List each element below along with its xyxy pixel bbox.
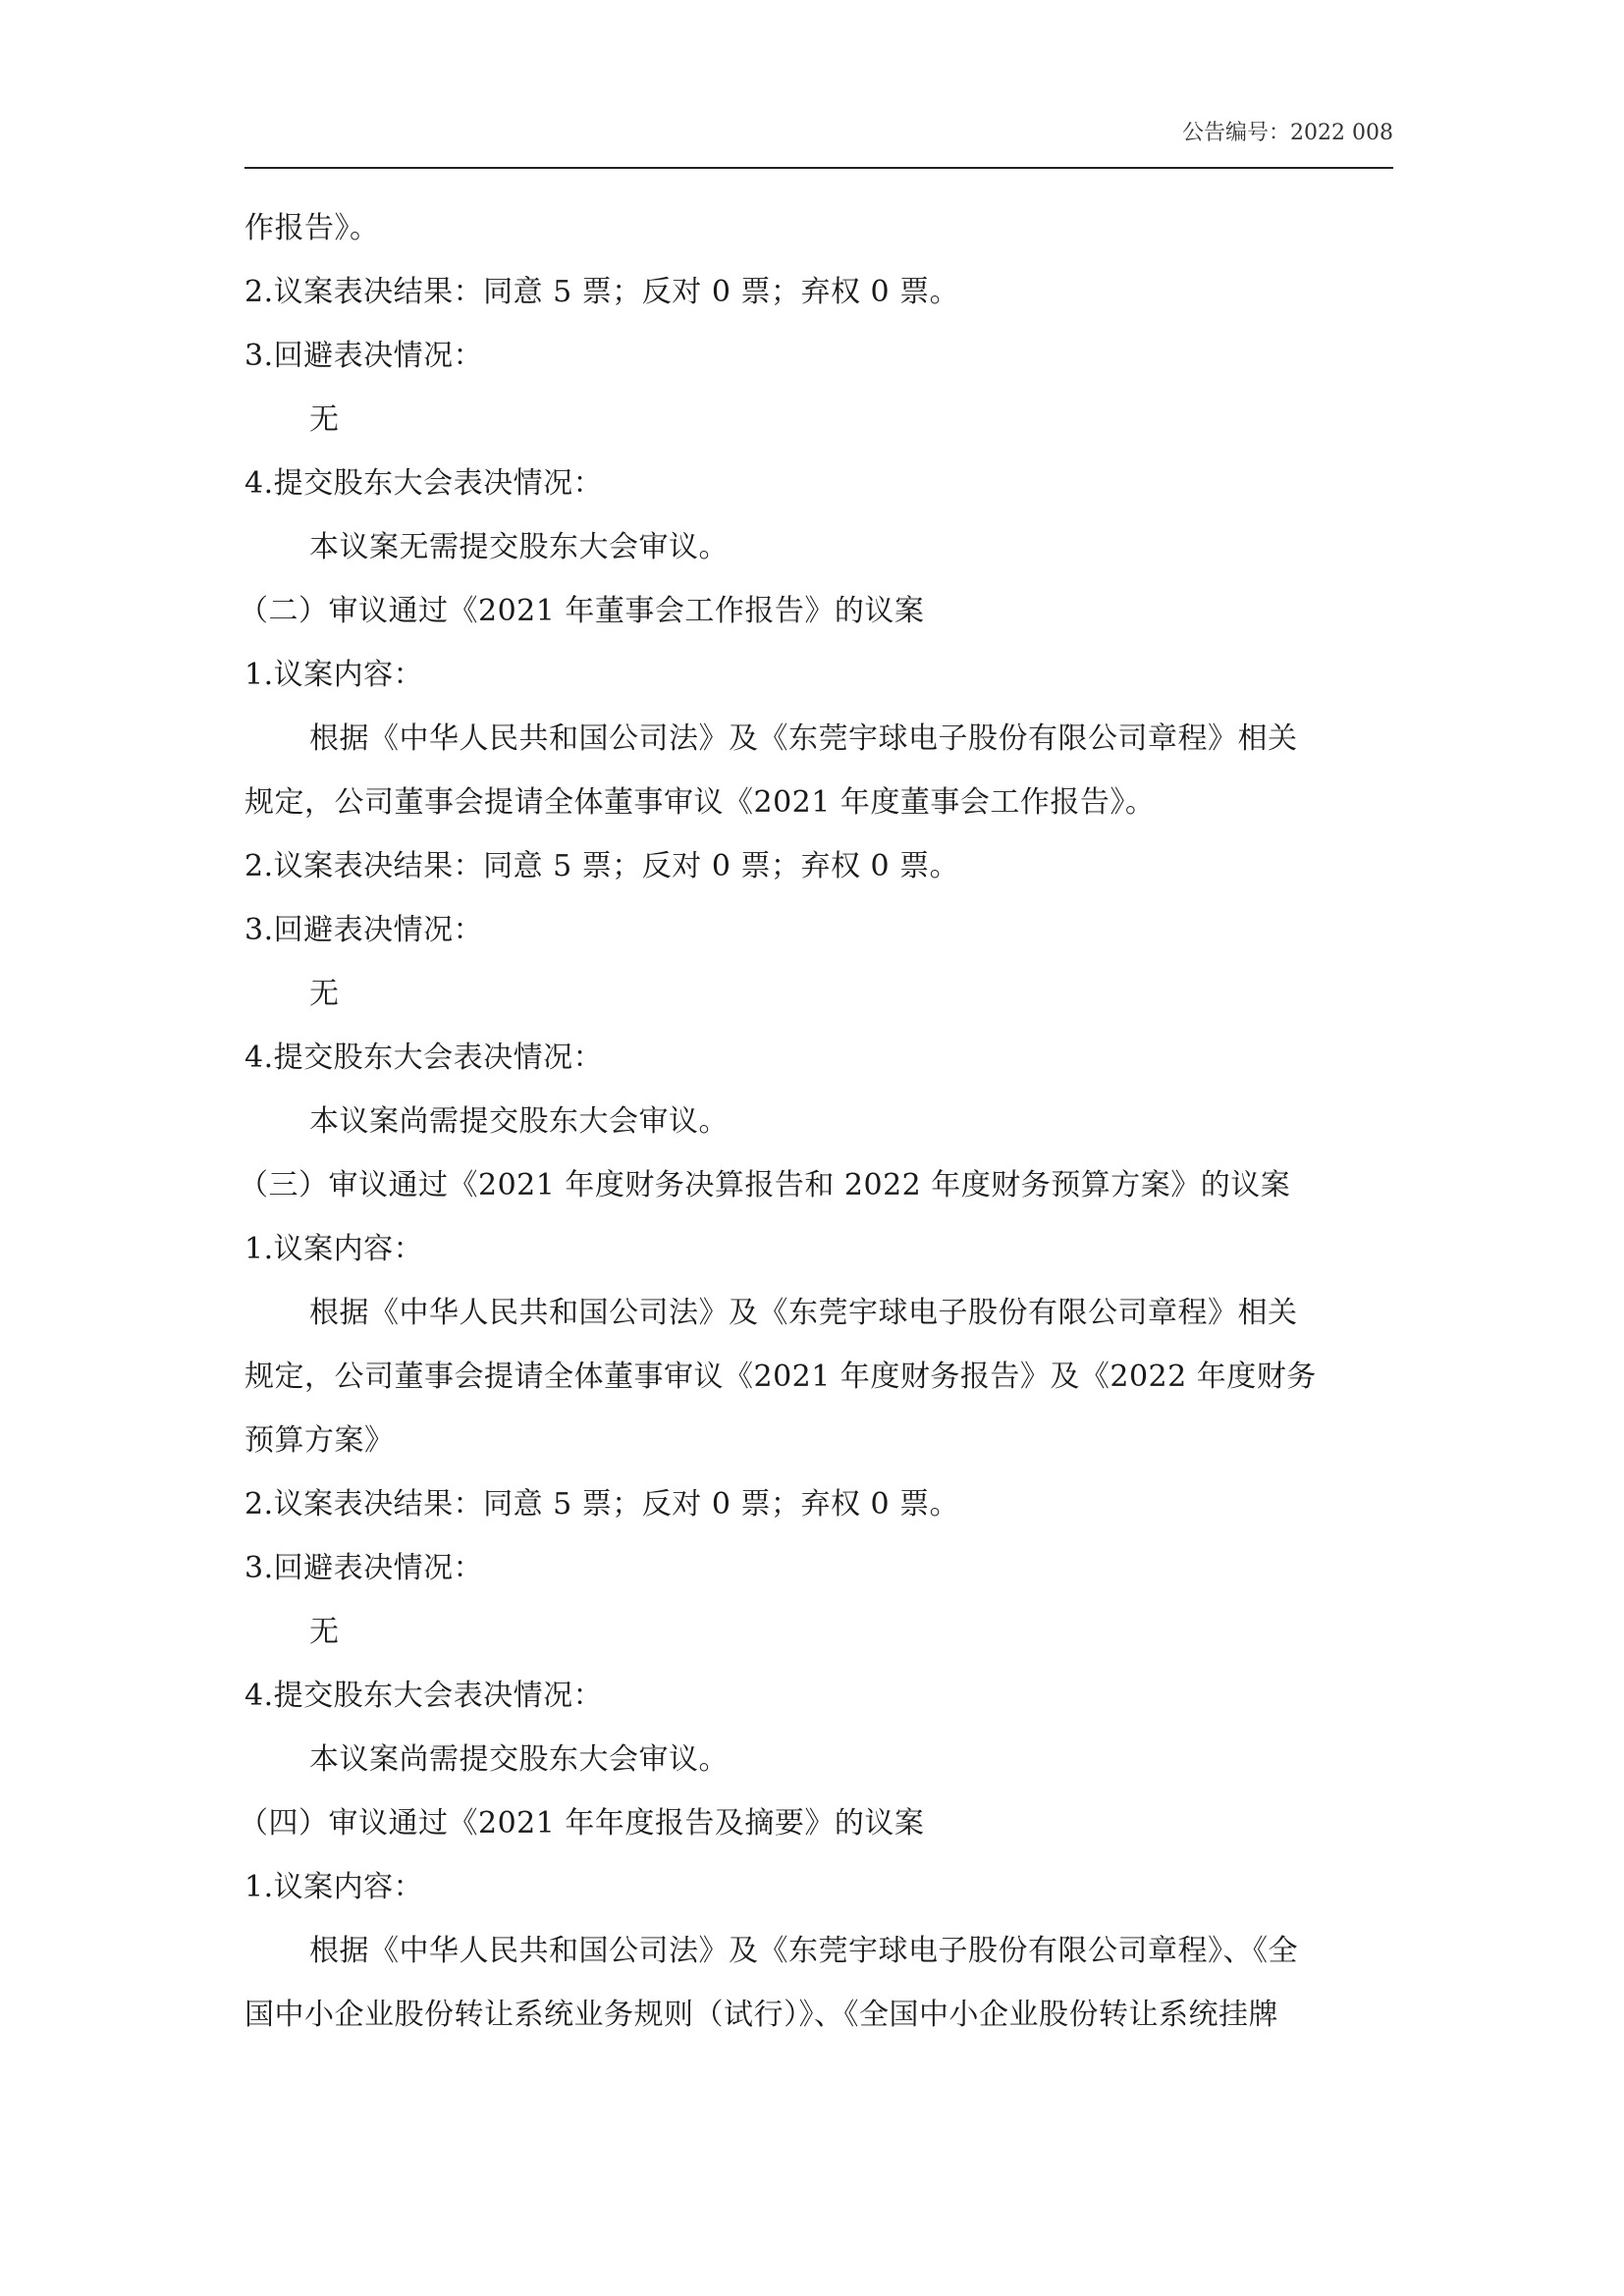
motion-heading: （三）审议通过《2021 年度财务决算报告和 2022 年度财务预算方案》的议案 [239, 1168, 1291, 1202]
shareholder-vote-heading: 4.提交股东大会表决情况： [244, 466, 604, 501]
recusal-heading: 3.回避表决情况： [244, 913, 484, 947]
recusal-value: 无 [309, 977, 340, 1011]
paragraph-line: 根据《中华人民共和国公司法》及《东莞宇球电子股份有限公司章程》相关 [309, 1296, 1298, 1330]
paragraph-line: 作报告》。 [244, 211, 380, 245]
document-body [239, 196, 1393, 2047]
motion-content-heading: 1.议案内容： [244, 1232, 424, 1266]
recusal-value: 无 [309, 1615, 340, 1649]
paragraph-line: 预算方案》 [244, 1423, 395, 1458]
motion-heading: （四）审议通过《2021 年年度报告及摘要》的议案 [239, 1806, 925, 1841]
paragraph-line: 根据《中华人民共和国公司法》及《东莞宇球电子股份有限公司章程》、《全 [309, 1934, 1298, 1968]
paragraph-line: 国中小企业股份转让系统业务规则（试行）》、《全国中小企业股份转让系统挂牌 [244, 1998, 1278, 2032]
shareholder-vote-value: 本议案尚需提交股东大会审议。 [309, 1104, 729, 1139]
recusal-value: 无 [309, 402, 340, 437]
paragraph-line: 规定，公司董事会提请全体董事审议《2021 年度董事会工作报告》。 [244, 785, 1156, 820]
shareholder-vote-heading: 4.提交股东大会表决情况： [244, 1041, 604, 1075]
header-rule [244, 167, 1393, 169]
vote-result-line: 2.议案表决结果：同意 5 票；反对 0 票；弃权 0 票。 [244, 275, 960, 309]
recusal-heading: 3.回避表决情况： [244, 1551, 484, 1585]
vote-result-line: 2.议案表决结果：同意 5 票；反对 0 票；弃权 0 票。 [244, 849, 960, 883]
paragraph-line: 规定，公司董事会提请全体董事审议《2021 年度财务报告》及《2022 年度财务 [244, 1360, 1317, 1394]
shareholder-vote-value: 本议案尚需提交股东大会审议。 [309, 1742, 729, 1777]
recusal-heading: 3.回避表决情况： [244, 339, 484, 373]
motion-heading: （二）审议通过《2021 年董事会工作报告》的议案 [239, 594, 925, 628]
paragraph-line: 根据《中华人民共和国公司法》及《东莞宇球电子股份有限公司章程》相关 [309, 721, 1298, 756]
document-number: 公告编号：2022 008 [1182, 121, 1393, 145]
vote-result-line: 2.议案表决结果：同意 5 票；反对 0 票；弃权 0 票。 [244, 1487, 960, 1522]
shareholder-vote-value: 本议案无需提交股东大会审议。 [309, 530, 729, 564]
shareholder-vote-heading: 4.提交股东大会表决情况： [244, 1679, 604, 1713]
motion-content-heading: 1.议案内容： [244, 1870, 424, 1904]
motion-content-heading: 1.议案内容： [244, 658, 424, 692]
